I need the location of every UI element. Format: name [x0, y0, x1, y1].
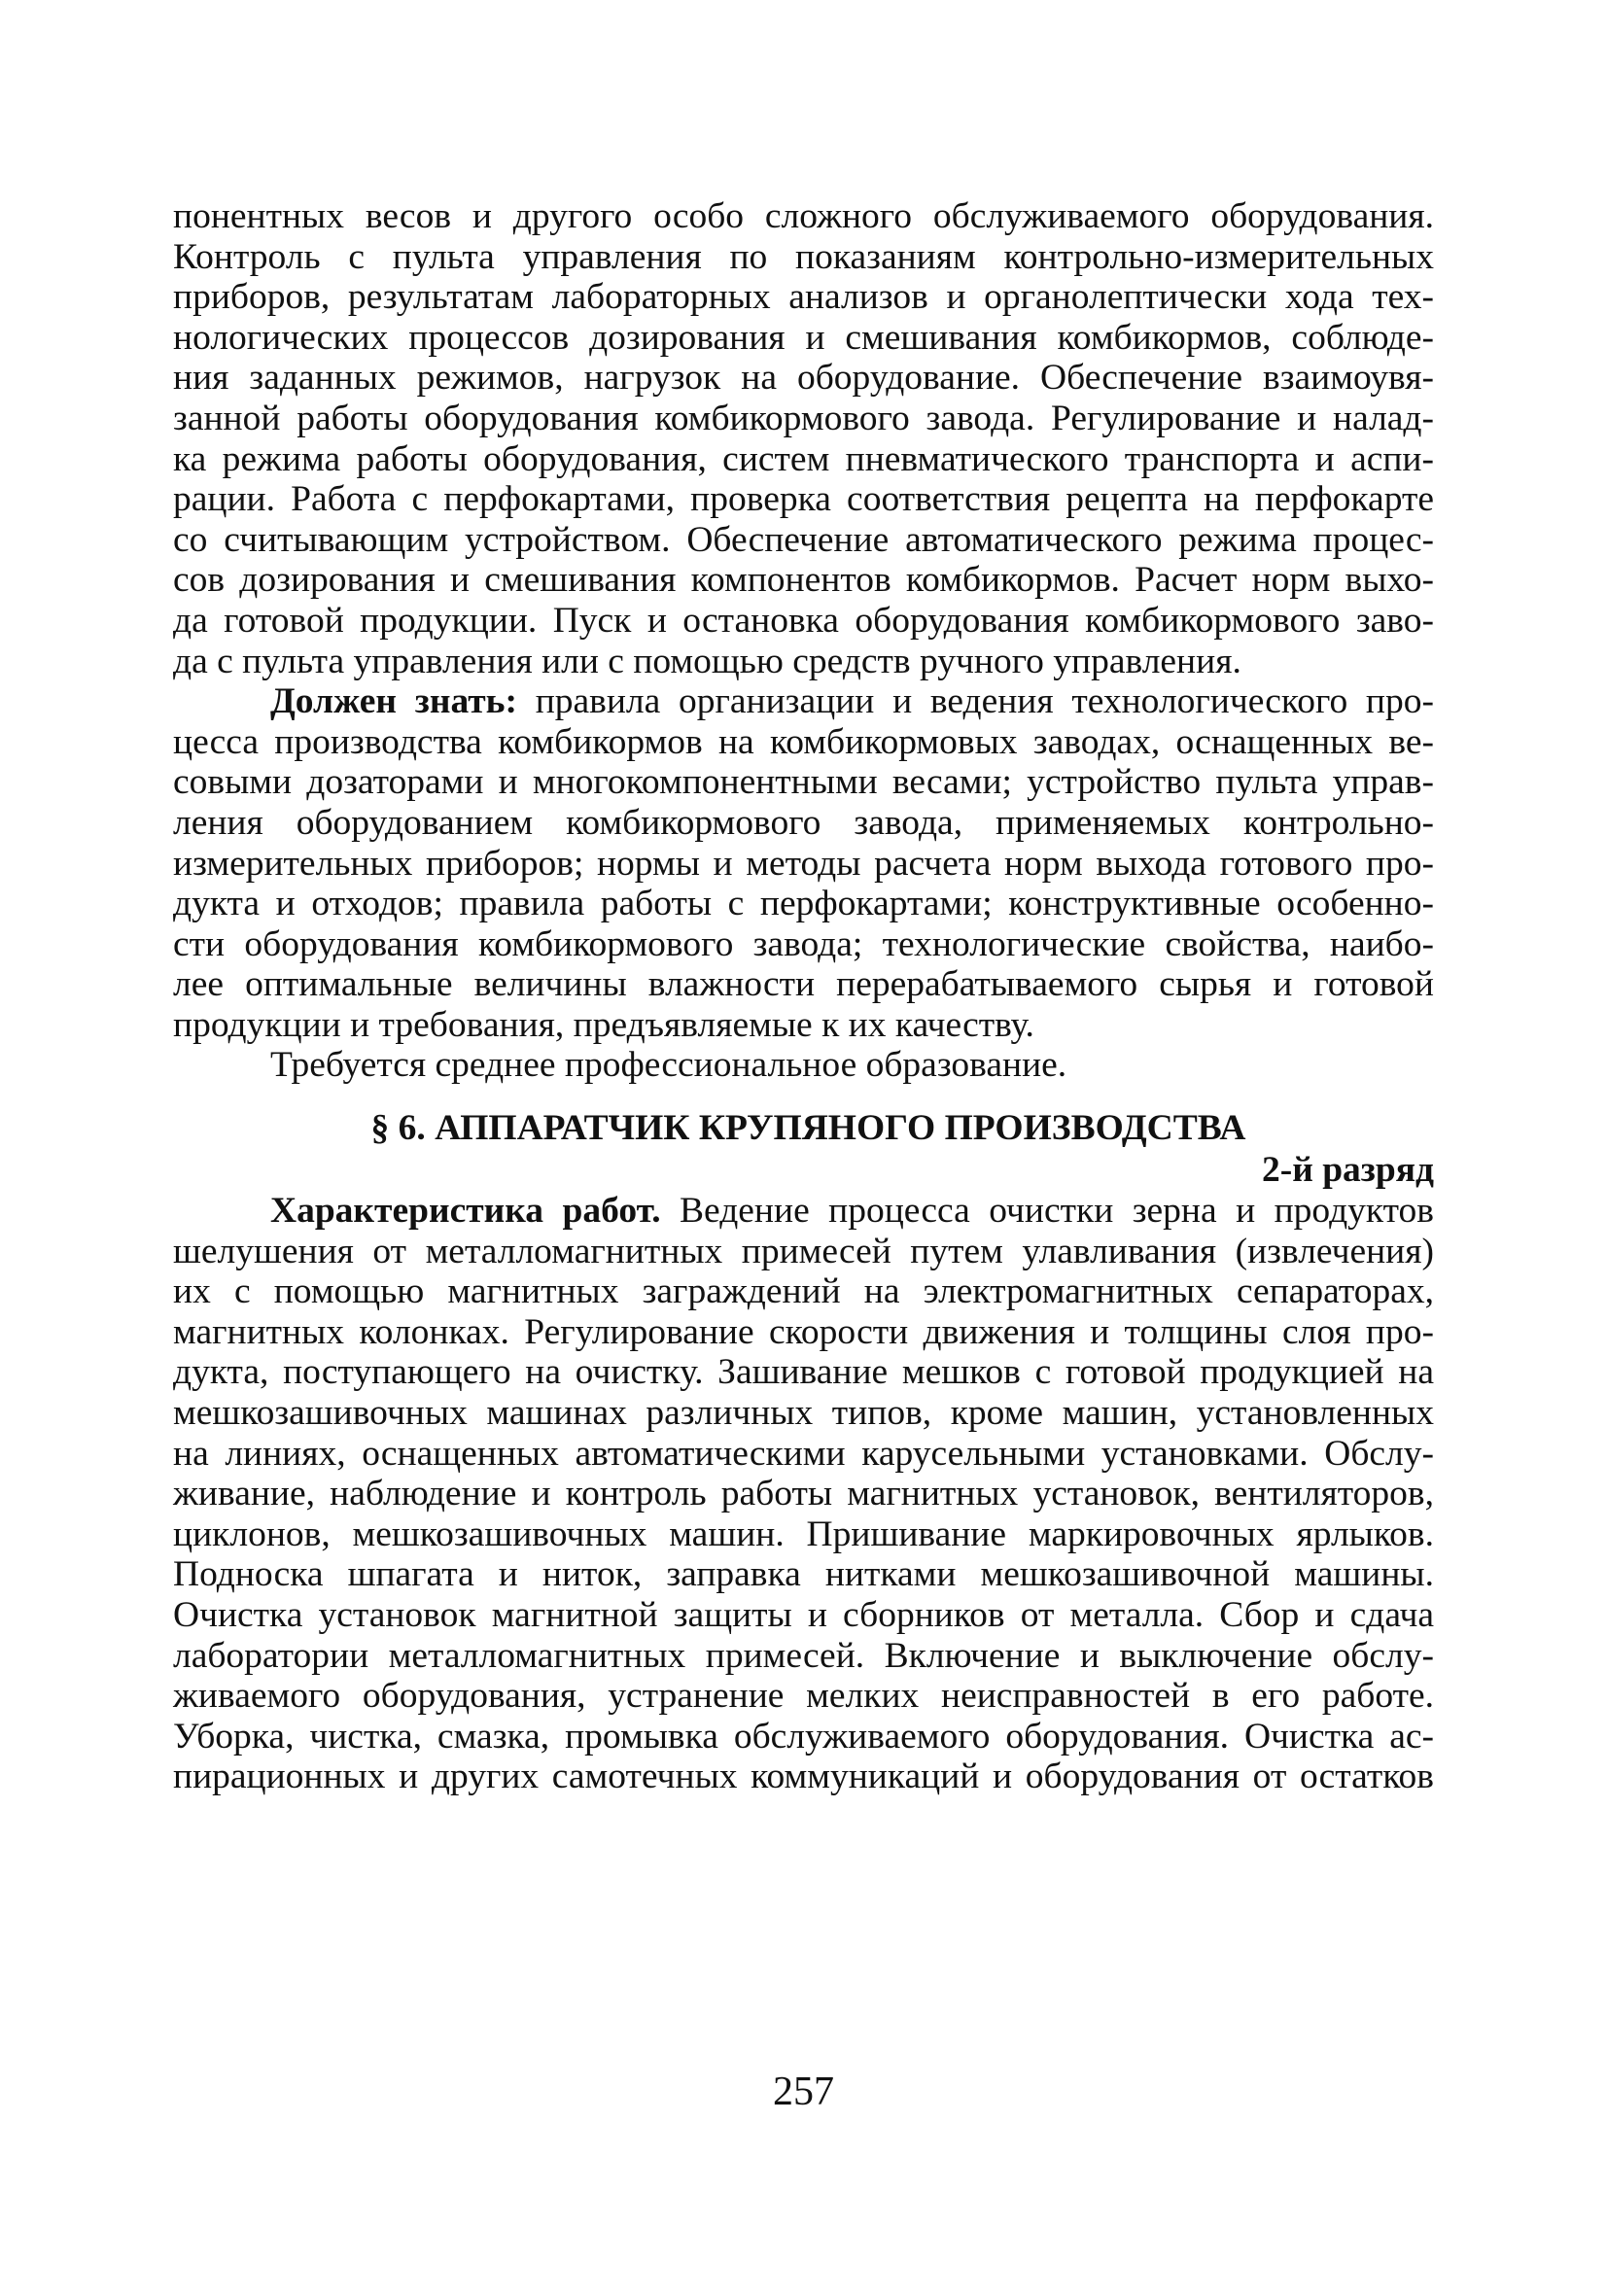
rank-label: 2-й разряд	[1261, 1150, 1434, 1191]
text-line: на линиях, оснащенных автоматическими карусельными установками. Обслу-	[173, 1433, 1434, 1474]
text-line: лаборатории металломагнитных примесей. Включение и выключение обслу-	[173, 1635, 1434, 1676]
text-line: ления оборудованием комбикормового завода, применяемых контрольно-	[173, 802, 1434, 843]
paragraph-lead: Должен знать:	[270, 681, 517, 722]
paragraph-work-characteristics	[173, 1191, 1434, 1797]
paragraph-lead: Характеристика работ.	[270, 1191, 661, 1232]
text-line: со считывающим устройством. Обеспечение автоматического режима процес-	[173, 519, 1434, 560]
text-line: измерительных приборов; нормы и методы расчета норм выхода готового про-	[173, 843, 1434, 884]
section-heading: § 6. АППАРАТЧИК КРУПЯНОГО ПРОИЗВОДСТВА	[370, 1108, 1246, 1149]
text-line: сов дозирования и смешивания компонентов комбикормов. Расчет норм выхо-	[173, 560, 1434, 601]
text-line: ния заданных режимов, нагрузок на оборудование. Обеспечение взаимоувя-	[173, 358, 1434, 399]
text-line: дукта и отходов; правила работы с перфокартами; конструктивные особенно-	[173, 884, 1434, 924]
text-line: дукта, поступающего на очистку. Зашивание мешков с готовой продукцией на	[173, 1352, 1434, 1393]
text-line-rest: Ведение процесса очистки зерна и продуктов	[660, 1191, 1435, 1232]
text-line: ка режима работы оборудования, систем пневматического транспорта и аспи-	[173, 438, 1434, 479]
text-line: цесса производства комбикормов на комбикормовых заводах, оснащенных ве-	[173, 721, 1434, 762]
text-line: пирационных и других самотечных коммуникаций и оборудования от остатков	[173, 1757, 1434, 1797]
paragraph-job-duties-continued	[173, 196, 1434, 681]
text-line: занной работы оборудования комбикормового завода. Регулирование и налад-	[173, 398, 1434, 438]
paragraph-must-know	[173, 681, 1434, 1045]
text-line: лее оптимальные величины влажности перерабатываемого сырья и готовой	[173, 964, 1434, 1005]
text-line: сти оборудования комбикормового завода; технологические свойства, наибо-	[173, 923, 1434, 964]
section-spacer	[173, 1086, 1434, 1107]
text-line: живание, наблюдение и контроль работы магнитных установок, вентиляторов,	[173, 1474, 1434, 1514]
text-line: циклонов, мешкозашивочных машин. Пришивание маркировочных ярлыков.	[173, 1513, 1434, 1554]
text-line: приборов, результатам лабораторных анализов и органолептически хода тех-	[173, 277, 1434, 318]
text-line: Очистка установок магнитной защиты и сборников от металла. Сбор и сдача	[173, 1595, 1434, 1635]
text-line: их с помощью магнитных заграждений на электромагнитных сепараторах,	[173, 1271, 1434, 1312]
text-line: рации. Работа с перфокартами, проверка соответствия рецепта на перфокарте	[173, 479, 1434, 520]
text-line: Уборка, чистка, смазка, промывка обслуживаемого оборудования. Очистка ас-	[173, 1716, 1434, 1757]
page-number: 257	[773, 2070, 834, 2114]
text-line: нологических процессов дозирования и смешивания комбикормов, соблюде-	[173, 317, 1434, 358]
text-line: живаемого оборудования, устранение мелких неисправностей в его работе.	[173, 1676, 1434, 1717]
page-body	[173, 196, 1434, 1797]
text-line: Подноска шпагата и ниток, заправка нитками мешкозашивочной машины.	[173, 1554, 1434, 1595]
text-line: да с пульта управления или с помощью средств ручного управления.	[173, 641, 1241, 681]
text-line-first	[173, 1191, 1434, 1232]
text-line: совыми дозаторами и многокомпонентными весами; устройство пульта управ-	[173, 762, 1434, 803]
text-line: мешкозашивочных машинах различных типов, кроме машин, установленных	[173, 1393, 1434, 1434]
text-line: магнитных колонках. Регулирование скорости движения и толщины слоя про-	[173, 1311, 1434, 1352]
text-line: да готовой продукции. Пуск и остановка оборудования комбикормового заво-	[173, 600, 1434, 641]
text-line-rest: правила организации и ведения технологического про-	[516, 681, 1434, 722]
text-line: понентных весов и другого особо сложного обслуживаемого оборудования.	[173, 196, 1434, 236]
text-line: продукции и требования, предъявляемые к их качеству.	[173, 1004, 1034, 1045]
education-requirement: Требуется среднее профессиональное образование.	[270, 1045, 1067, 1086]
text-line-first	[173, 681, 1434, 722]
text-line: шелушения от металломагнитных примесей путем улавливания (извлечения)	[173, 1231, 1434, 1271]
text-line: Контроль с пульта управления по показаниям контрольно-измерительных	[173, 236, 1434, 277]
